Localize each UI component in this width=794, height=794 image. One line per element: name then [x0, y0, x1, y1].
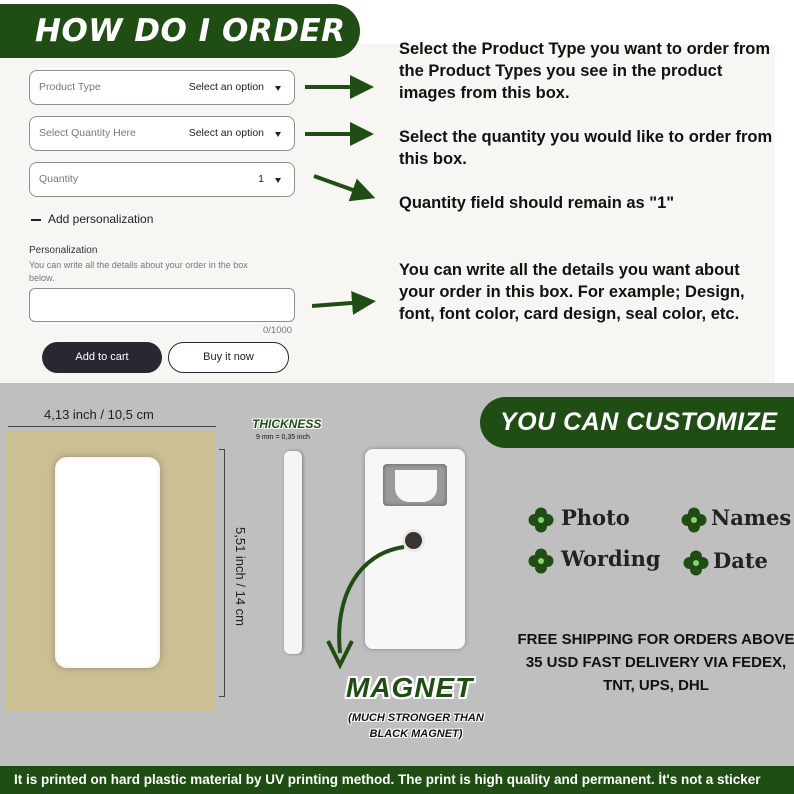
height-dimension-line: [224, 449, 225, 697]
quantity-option-select[interactable]: [29, 116, 295, 151]
feature-label: Wording: [561, 546, 661, 571]
minus-icon: [31, 219, 41, 221]
quantity-select[interactable]: [29, 162, 295, 197]
curved-arrow-icon: [320, 525, 430, 675]
height-dimension-tick: [219, 696, 225, 697]
arrow-icon: [314, 176, 364, 194]
quantity-value: 1: [258, 173, 264, 185]
thickness-title: THICKNESS: [252, 417, 322, 431]
page-title: HOW DO I ORDER: [0, 4, 360, 58]
arrow-icon: [312, 302, 364, 306]
customize-title: YOU CAN CUSTOMIZE: [480, 397, 794, 448]
chevron-down-icon: [275, 178, 281, 183]
buy-now-button[interactable]: Buy it now: [168, 342, 289, 373]
width-dimension-label: 4,13 inch / 10,5 cm: [44, 407, 154, 422]
footer-note: It is printed on hard plastic material by UV printing method. The print is high quality and permanent. İt's not a sticker: [0, 766, 794, 794]
personalization-help-text: You can write all the details about your order in the box below.: [29, 260, 248, 283]
thickness-value: 9 mm = 0,35 inch: [256, 434, 310, 441]
opener-cutout: [395, 470, 437, 502]
shipping-info: FREE SHIPPING FOR ORDERS ABOVE 35 USD FAST DELIVERY VIA FEDEX, TNT, UPS, DHL: [517, 631, 794, 694]
product-type-value: Select an option: [188, 81, 264, 93]
height-dimension-label: 5,51 inch / 14 cm: [233, 527, 248, 626]
quantity-option-value: Select an option: [188, 127, 264, 139]
feature-label: Date: [713, 548, 768, 573]
magnet-title: MAGNET: [346, 672, 474, 703]
instruction-personalization: You can write all the details you want about your order in this box. For example; Design, font, font color, card design, seal color, etc.: [399, 261, 745, 323]
magnet-side-image: [284, 451, 302, 654]
chevron-down-icon: [275, 132, 281, 137]
quantity-label: Quantity: [39, 173, 79, 185]
quantity-option-label: Select Quantity Here: [39, 127, 136, 139]
magnet-subtitle: (MUCH STRONGER THAN BLACK MAGNET): [348, 712, 484, 740]
product-type-select[interactable]: [29, 70, 295, 105]
instruction-arrows: [300, 72, 380, 352]
add-personalization-label: Add personalization: [48, 212, 154, 226]
instruction-quantity: Quantity field should remain as "1": [399, 194, 675, 212]
clover-icon: [683, 550, 709, 576]
instruction-quantity-option: Select the quantity you would like to order from this box.: [399, 128, 773, 168]
personalization-input[interactable]: [29, 288, 295, 322]
personalization-label: Personalization: [29, 245, 98, 256]
chevron-down-icon: [275, 86, 281, 91]
instruction-product-type: Select the Product Type you want to order from the Product Types you see in the product images from this box.: [399, 40, 770, 102]
height-dimension-tick: [219, 449, 225, 450]
product-type-label: Product Type: [39, 81, 101, 93]
clover-icon: [528, 507, 554, 533]
add-to-cart-button[interactable]: Add to cart: [42, 342, 162, 373]
clover-icon: [528, 548, 554, 574]
feature-label: Photo: [561, 505, 630, 530]
character-counter: 0/1000: [263, 325, 293, 336]
width-dimension-line: [8, 426, 216, 427]
feature-label: Names: [711, 505, 792, 530]
clover-icon: [681, 507, 707, 533]
magnet-front-image: [55, 457, 160, 668]
